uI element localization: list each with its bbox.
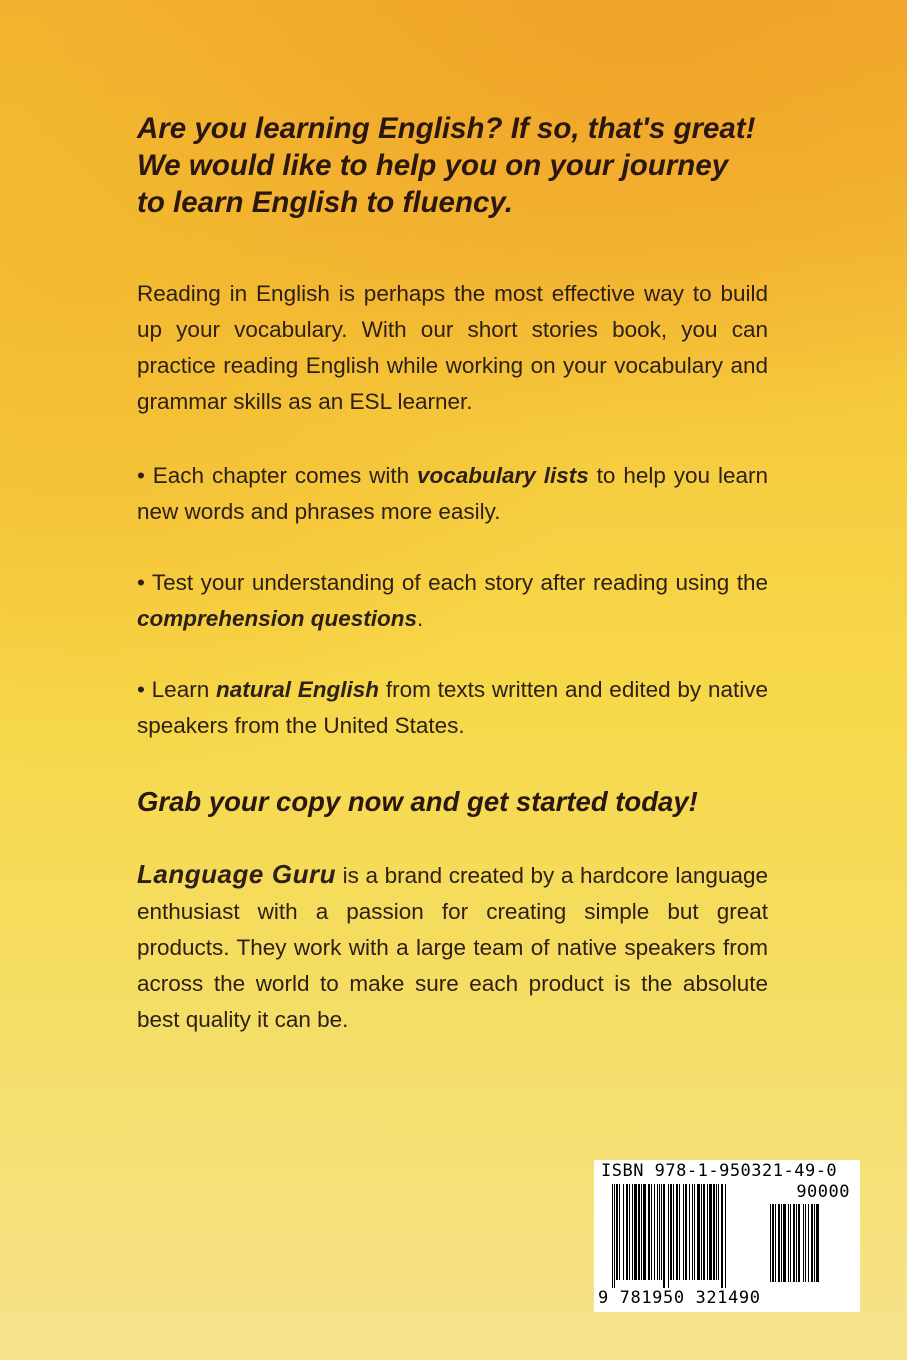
barcode-bar xyxy=(685,1184,687,1280)
barcode-bar xyxy=(783,1204,786,1282)
barcode-bar xyxy=(788,1204,789,1282)
barcode-bar xyxy=(651,1184,652,1280)
lead-line: Are you learning English? If so, that's great! xyxy=(137,112,756,145)
barcode-bar xyxy=(793,1204,795,1282)
barcode-bar xyxy=(718,1184,719,1280)
barcode-bar xyxy=(638,1184,640,1280)
bullet-text: . xyxy=(417,606,424,631)
barcode-bar xyxy=(707,1184,708,1280)
barcode-bar xyxy=(721,1184,723,1288)
bullet-natural-english xyxy=(137,672,768,744)
barcode-bar xyxy=(772,1204,774,1282)
barcode-bar xyxy=(811,1204,813,1282)
about-text: is a brand created by a hardcore language enthusiast with a passion for creating simple but great products. They work with a large team of native speakers from across the world to make sure each product is the absolute best quality it can be. xyxy=(137,863,768,1032)
barcode-bar xyxy=(657,1184,658,1280)
bullet-comprehension xyxy=(137,565,768,637)
barcode-bar xyxy=(781,1204,782,1282)
barcode-bar xyxy=(673,1184,674,1280)
intro-paragraph: Reading in English is perhaps the most effective way to build up your vocabulary. With our short stories book, you can practice reading English while working on your vocabulary and grammar skills as an ESL learner. xyxy=(137,281,768,414)
barcode-bar xyxy=(725,1184,726,1288)
barcode-bar xyxy=(659,1184,660,1280)
barcode-bar xyxy=(623,1184,624,1280)
barcode-bar xyxy=(816,1204,819,1282)
barcode-bar xyxy=(703,1184,705,1280)
barcode-bar xyxy=(629,1184,630,1280)
barcode-bar xyxy=(663,1184,665,1288)
barcode-bar xyxy=(805,1204,806,1282)
barcode-bar xyxy=(626,1184,628,1280)
barcode-bar xyxy=(770,1204,771,1282)
barcode-bar xyxy=(701,1184,702,1280)
lead-heading xyxy=(137,110,768,221)
brand-name: Language Guru xyxy=(137,859,336,889)
barcode-bar xyxy=(697,1184,700,1280)
bullet-text: from texts written and edited by native speakers from the United States. xyxy=(137,677,768,738)
barcode-bar xyxy=(612,1184,613,1288)
barcode-bar xyxy=(689,1184,690,1280)
barcode-bar xyxy=(694,1184,695,1280)
isbn-barcode xyxy=(594,1160,860,1312)
barcode-bar xyxy=(790,1204,791,1282)
barcode-bar xyxy=(632,1184,633,1280)
barcode-bar xyxy=(778,1204,780,1282)
lead-line: to learn English to fluency. xyxy=(137,186,513,219)
barcode-bar xyxy=(614,1184,615,1288)
bullet-text: to help you learn new words and phrases more easily. xyxy=(137,463,768,524)
barcode-bar xyxy=(716,1184,717,1280)
barcode-bar xyxy=(670,1184,672,1280)
barcode-bar xyxy=(661,1184,662,1280)
barcode-bar xyxy=(619,1184,620,1280)
barcode-bar xyxy=(676,1184,678,1280)
price-code: 90000 xyxy=(796,1182,850,1202)
back-cover-text xyxy=(137,110,768,1038)
bullet-text: • Learn xyxy=(137,677,216,702)
barcode-bar xyxy=(692,1184,693,1280)
call-to-action: Grab your copy now and get started today! xyxy=(137,786,698,817)
barcode-bar xyxy=(679,1184,680,1280)
ean-barcode-bars xyxy=(612,1184,764,1288)
barcode-bar xyxy=(634,1184,637,1280)
barcode-bar xyxy=(683,1184,684,1280)
barcode-bar xyxy=(796,1204,797,1282)
barcode-bar xyxy=(616,1184,618,1280)
isbn-label: ISBN 978-1-950321-49-0 xyxy=(601,1161,838,1181)
barcode-bar xyxy=(641,1184,642,1280)
bullet-emphasis: vocabulary lists xyxy=(417,463,589,488)
ean-digits: 9 781950 321490 xyxy=(598,1288,761,1308)
barcode-bar xyxy=(668,1184,669,1288)
barcode-bar xyxy=(808,1204,809,1282)
barcode-bar xyxy=(713,1184,715,1280)
bullet-text: • Each chapter comes with xyxy=(137,463,418,488)
bullet-emphasis: comprehension questions xyxy=(137,606,418,631)
about-paragraph xyxy=(137,856,768,1038)
barcode-bar xyxy=(648,1184,650,1280)
barcode-bar xyxy=(814,1204,815,1282)
barcode-bar xyxy=(775,1204,776,1282)
barcode-bar xyxy=(709,1184,712,1280)
bullet-emphasis: natural English xyxy=(216,677,380,702)
bullet-text: • Test your understanding of each story after reading using the xyxy=(137,570,768,595)
lead-line: We would like to help you on your journey xyxy=(137,149,729,182)
barcode-bar xyxy=(643,1184,646,1280)
bullet-vocabulary xyxy=(137,458,768,530)
barcode-bar xyxy=(654,1184,655,1280)
barcode-bar xyxy=(798,1204,800,1282)
addon-barcode-bars xyxy=(770,1204,848,1290)
barcode-bar xyxy=(803,1204,804,1282)
